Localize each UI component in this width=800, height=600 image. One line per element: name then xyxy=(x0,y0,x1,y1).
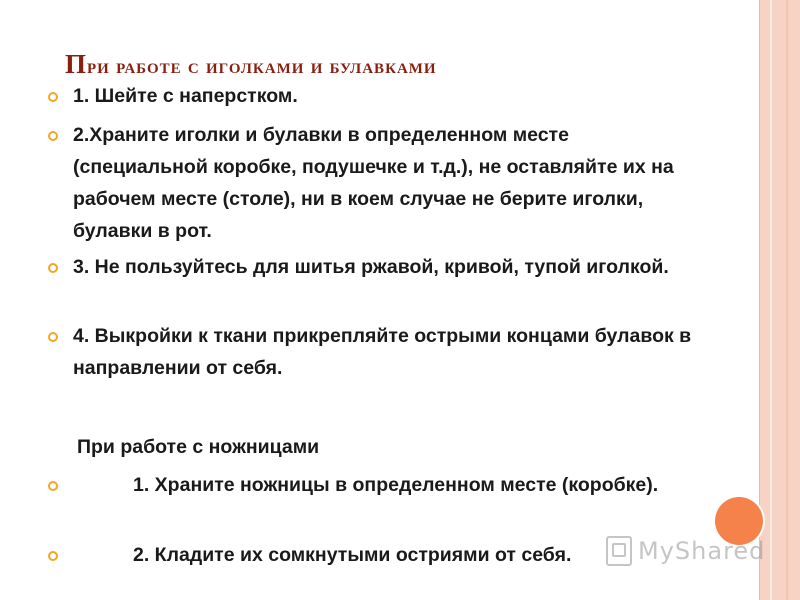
bullet-icon xyxy=(48,551,58,561)
watermark xyxy=(606,536,765,566)
title-rest: ри работе с иголками и булавками xyxy=(87,54,437,78)
right-decorative-stripe xyxy=(759,0,800,600)
list-item: 2.Храните иголки и булавки в определенном месте (специальной коробке, подушечке и т.д.), не оставляйте их на рабочем месте (столе), ни в коем случае не берите иголки, булавки в рот. xyxy=(73,124,674,242)
list-item: 1. Шейте с наперстком. xyxy=(73,85,298,107)
scissors-subheading: При работе с ножницами xyxy=(77,436,320,458)
bullet-icon xyxy=(48,131,58,141)
list-item: 4. Выкройки к ткани прикрепляйте острыми концами булавок в направлении от себя. xyxy=(73,325,692,379)
bullet-icon xyxy=(48,92,58,102)
bullet-icon xyxy=(48,481,58,491)
bullet-icon xyxy=(48,332,58,342)
presentation-icon xyxy=(606,536,632,566)
list-item: 2. Кладите их сомкнутыми остриями от себя. xyxy=(133,544,572,566)
watermark-text: MyShared xyxy=(638,537,766,565)
list-item: 3. Не пользуйтесь для шитья ржавой, кривой, тупой иголкой. xyxy=(73,256,669,278)
list-item: 1. Храните ножницы в определенном месте (коробке). xyxy=(133,474,659,496)
stripe-line xyxy=(786,0,788,600)
stripe-line xyxy=(770,0,772,600)
slide-title xyxy=(65,44,437,81)
title-initial: П xyxy=(65,49,88,79)
bullet-icon xyxy=(48,263,58,273)
